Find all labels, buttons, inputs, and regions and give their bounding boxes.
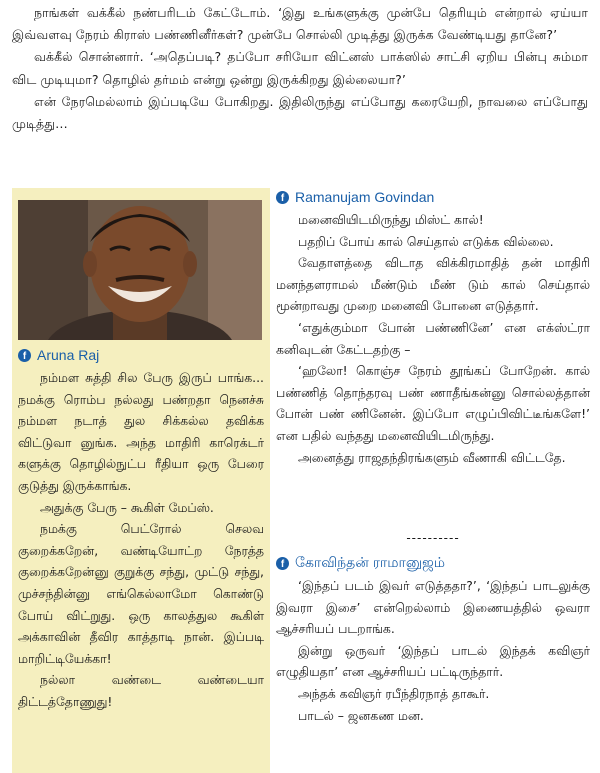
post-paragraph: பாடல் – ஜனகண மன. [298, 707, 424, 723]
post-paragraph: அதுக்கு பேரு – கூகிள் மேப்ஸ். [40, 499, 214, 515]
facebook-post-aruna-raj [18, 344, 264, 713]
post-paragraph: பதறிப் போய் கால் செய்தால் எடுக்க வில்லை. [298, 233, 554, 249]
article-paragraph: நாங்கள் வக்கீல் நண்பரிடம் கேட்டோம். ‘இது உங்களுக்கு முன்பே தெரியும் என்றால் ஏய்யா இவ்வளவு நேரம் கிராஸ் பண்ணினீர்கள்? முன்பே சொல்லி முடித்து இருக்க வேண்டியது தானே?’ [12, 5, 588, 43]
post-paragraph: ‘இந்தப் படம் இவர் எடுத்ததா?’, ‘இந்தப் பாடலுக்கு இவரா இசை’ என்றெல்லாம் இணையத்தில் ஒவரா ஆச்சரியப் படறாங்க. [276, 578, 590, 637]
post-paragraph: வேதாளத்தை விடாத விக்கிரமாதித் தன் மாதிரி மனந்தளராமல் மீண்டும் மீண் டும் கால் செய்தால் மூன்றாவது முறை மனைவி போனை எடுத்தார். [276, 255, 590, 314]
author-name: கோவிந்தன் ராமானுஜம் [295, 553, 446, 570]
post-paragraph: ‘எதுக்கும்மா போன் பண்ணினே’ என எக்ஸ்ட்ரா கனிவுடன் கேட்டதற்கு – [276, 319, 590, 357]
facebook-icon: f [18, 349, 31, 362]
post-author[interactable] [276, 552, 590, 574]
post-author[interactable] [276, 186, 590, 208]
facebook-post-govindan-ramanujam [276, 552, 590, 726]
post-photo [18, 200, 262, 340]
article-paragraph: என் நேரமெல்லாம் இப்படியே போகிறது. இதிலிருந்து எப்போது கரையேறி, நாவலை எப்போது முடித்து… [12, 93, 588, 132]
author-name: Aruna Raj [37, 347, 100, 363]
post-paragraph: ‘ஹலோ! கொஞ்ச நேரம் தூங்கப் போறேன். கால் பண்ணித் தொந்தரவு பண் ணாதீங்கன்னு சொல்லத்தான் போன் பண் ணினேன். இப்போ எழுப்பிவிட்டீங்களே!’ என பதில் வந்தது மனைவியிடமிருந்து. [276, 363, 590, 443]
post-paragraph: நல்லா வண்டை வண்டையா திட்டத்தோணுது! [18, 672, 264, 709]
author-name: Ramanujam Govindan [295, 189, 435, 205]
facebook-icon: f [276, 191, 289, 204]
post-paragraph: மனைவியிடமிருந்து மிஸ்ட் கால்! [298, 212, 484, 227]
post-paragraph: நம்மள சுத்தி சில பேரு இருப் பாங்க... நமக்கு ரொம்ப நல்லது பண்றதா நெனச்சு நம்மள நடாத் துல சிக்கல்ல தவிக்க விட்டுவா னுங்க. அந்த மாதிரி காரெக்டர் களுக்கு தொழில்நுட்ப ரீதியா ஒரு பேரை குடுத்து இருக்காங்க. [18, 370, 264, 493]
post-author[interactable] [18, 344, 264, 366]
facebook-icon: f [276, 557, 289, 570]
facebook-post-ramanujam-govindan [276, 186, 590, 468]
section-divider: ---------- [406, 531, 460, 545]
post-paragraph: அனைத்து ராஜதந்திரங்களும் வீணாகி விட்டதே. [298, 449, 566, 465]
article-paragraph: வக்கீல் சொன்னார். ‘அதெப்படி? தப்போ சரியோ விட்னஸ் பாக்ஸில் சாட்சி ஏறிய பின்பு சும்மா விட முடியுமா? தொழில் தர்மம் என்று ஒன்று இருக்கிறது இல்லையா?’ [12, 49, 588, 87]
post-paragraph: இன்று ஒருவர் ‘இந்தப் பாடல் இந்தக் கவிஞர் எழுதியதா’ என ஆச்சரியப் பட்டிருந்தார். [276, 642, 590, 680]
top-article [12, 2, 588, 135]
person-photo-illustration [18, 200, 262, 340]
post-paragraph: அந்தக் கவிஞர் ரபீந்திரநாத் தாகூர். [298, 685, 490, 701]
post-paragraph: நமக்கு பெட்ரோல் செலவ குறைக்கறேன், வண்டியோட்ற நேரத்த குறைக்கறேன்னு குறுக்கு சந்து, முட்டு சந்து, முச்சந்தின்னு எங்கெல்லாமோ கொண்டு போய் விட்றுது. ஒரு காலத்துல கூகிள் அக்காவின் தீவிர காத்தாடி நான். இப்படி மாறிட்டியேக்கா! [18, 521, 264, 666]
